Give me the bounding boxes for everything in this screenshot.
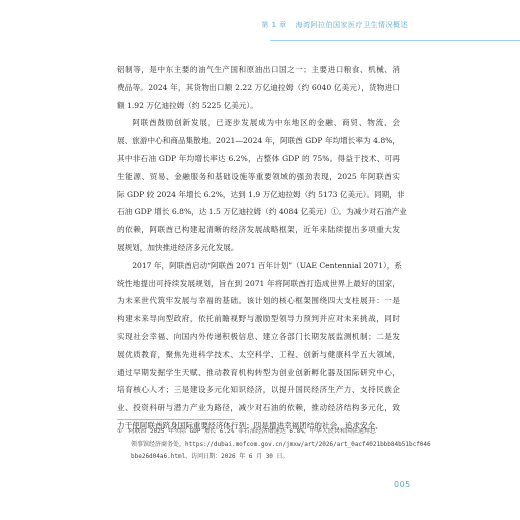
body-line: 生能源、贸易、金融服务和基础设施等重要领域的强劲表现，2025 年阿联酋实 bbox=[117, 171, 400, 181]
footnote-mark: ① bbox=[117, 428, 123, 435]
body-line: 统性地提出可持续发展规划，旨在到 2071 年将阿联酋打造成世界上最好的国家， bbox=[117, 278, 400, 288]
body-line: 额 1.92 万亿迪拉姆（约 5225 亿美元）。 bbox=[117, 100, 258, 110]
running-head bbox=[261, 20, 408, 30]
footnote-rule bbox=[117, 419, 235, 420]
page-number: 005 bbox=[394, 480, 411, 489]
chapter-title: 海湾阿拉伯国家医疗卫生情况概述 bbox=[295, 21, 408, 29]
body-line: 培育核心人才；三是建设多元化知识经济，以提升国民经济生产力、支持民族企 bbox=[117, 385, 400, 395]
body-line: 费品等。2024 年，其货物出口额 2.22 万亿迪拉姆（约 6040 亿美元），货物进口 bbox=[117, 82, 400, 92]
footnote-line: bbe26d04a6.html，访问日期：2026 年 6 月 30 日。 bbox=[131, 453, 289, 460]
footnote-line: 领事馆经济商务处，https://dubai.mofcom.gov.cn/jmxw/art/2026/art_0acf4021bbb84b51bcf046 bbox=[131, 440, 431, 448]
body-line: 的依赖，阿联酋已构建起清晰的经济发展战略框架，近年来陆续提出多项重大发 bbox=[117, 225, 400, 235]
footnote-line bbox=[117, 426, 400, 439]
body-line: 通过早期发掘学生天赋、推动教育机构转型为创业创新孵化器及国际研究中心， bbox=[117, 367, 400, 377]
body-line: 其中非石油 GDP 年均增长率达 6.2%，占整体 GDP 的 75%。得益于技术、可再 bbox=[117, 153, 400, 163]
footnote bbox=[117, 426, 431, 464]
body-line: 铝制等，是中东主要的油气生产国和原油出口国之一；主要进口粮食、机械、消 bbox=[117, 65, 400, 74]
chapter-number: 第 1 章 bbox=[261, 21, 287, 29]
body-line: 构建未来导向型政府，依托前瞻视野与激励型领导力预判并应对未来挑战，同时 bbox=[117, 314, 400, 324]
body-line: 阿联酋鼓励创新发展，已逐步发展成为中东地区的金融、商贸、物流、会 bbox=[132, 118, 400, 128]
body-line: 为未来世代筑牢发展与幸福的基础。该计划的核心框架围绕四大支柱展开：一是 bbox=[117, 296, 400, 306]
header-rule bbox=[270, 40, 520, 41]
body-line: 展、旅游中心和商品集散地。2021—2024 年，阿联酋 GDP 年均增长率为 4.8%， bbox=[117, 136, 400, 146]
body-line: 力于使阿联酋跻身国际重要经济体行列；四是增进幸福团结的社会，追求安全、 bbox=[117, 420, 383, 430]
body-line: 石油 GDP 增长 6.8%，达 1.5 万亿迪拉姆（约 4084 亿美元）①。为减少对石油产业 bbox=[117, 207, 407, 217]
body-line: 实现社会幸福、向国内外传递积极信息、建立各部门长期发展监测机制；二是发 bbox=[117, 331, 400, 341]
footnote-text: 阿联酋 2025 年实际 GDP 增长 6.2% 非石油经济增速达 6.8%，中华人民共和国驻迪拜总 bbox=[128, 428, 376, 435]
body-line: 展规划，加快推进经济多元化发展。 bbox=[117, 242, 239, 252]
body-line: 展优质教育，聚焦先进科学技术、太空科学、工程、创新与健康科学五大领域， bbox=[117, 349, 400, 359]
body-line: 际 GDP 较 2024 年增长 6.2%，达到 1.9 万亿迪拉姆（约 5173 亿美元）。同期，非 bbox=[117, 189, 405, 199]
body-line: 2017 年，阿联酋启动“阿联酋 2071 百年计划”（UAE Centennial 2071），系 bbox=[132, 260, 402, 270]
body-text bbox=[117, 61, 407, 435]
body-line: 业、投资科研与潜力产业为路径，减少对石油的依赖，推动经济结构多元化，致 bbox=[117, 403, 400, 413]
